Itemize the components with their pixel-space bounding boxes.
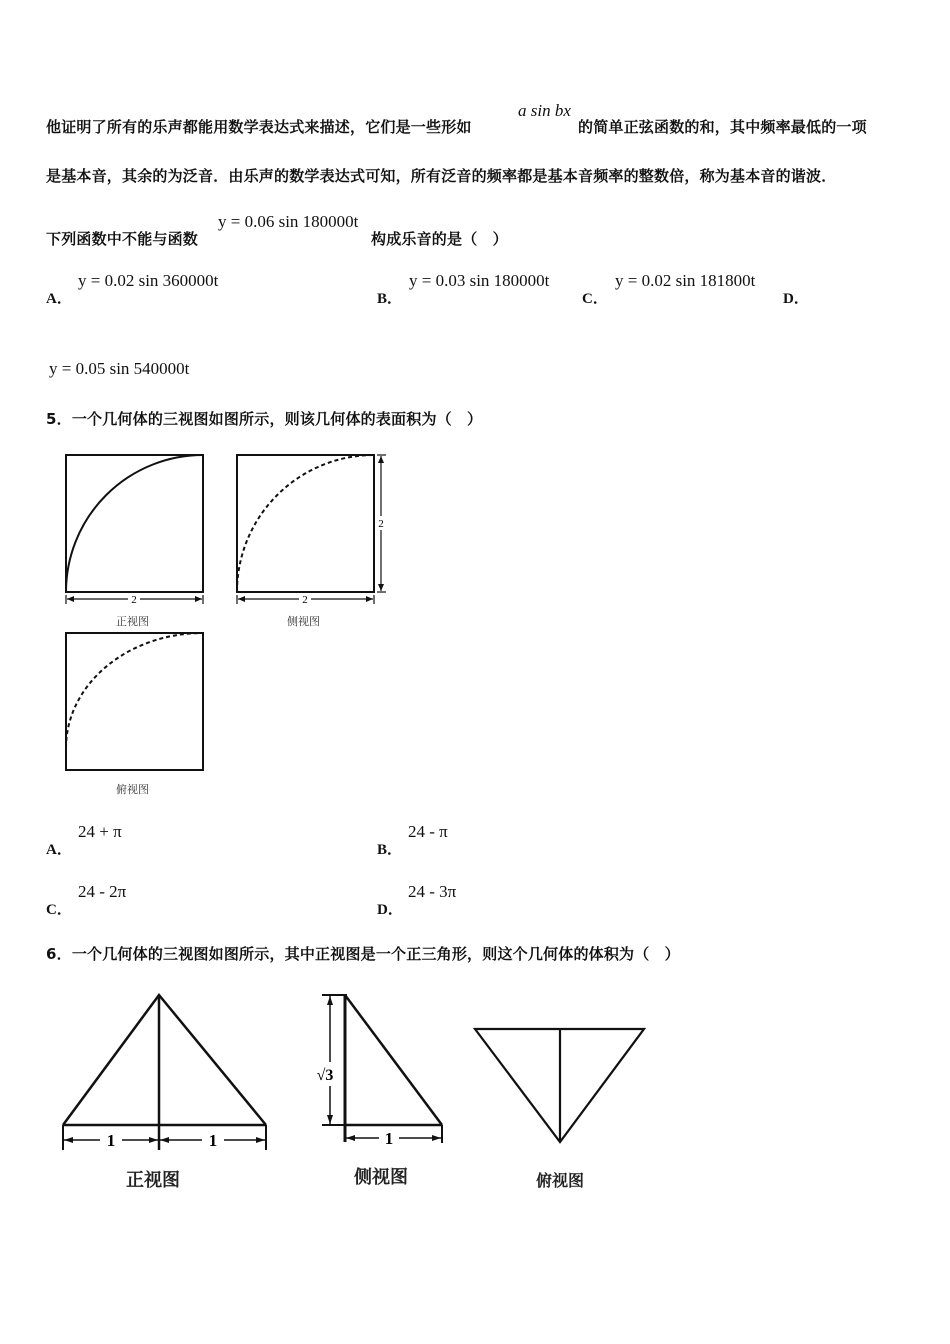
q4-option-d-formula: y = 0.05 sin 540000t bbox=[49, 359, 190, 378]
q4-option-b-formula: y = 0.03 sin 180000t bbox=[409, 271, 550, 290]
q6-side-view-figure bbox=[307, 990, 447, 1150]
q4-option-c-formula: y = 0.02 sin 181800t bbox=[615, 271, 756, 290]
q4-line1-post: 的简单正弦函数的和，其中频率最低的一项 bbox=[578, 118, 867, 136]
q4-option-c-label: C． bbox=[582, 291, 608, 307]
q4-line1-formula-text: a sin bx bbox=[518, 101, 571, 120]
q6-front-dim-left: 1 bbox=[106, 1131, 116, 1150]
q5-option-b-formula: 24 - π bbox=[408, 822, 448, 841]
q6-top-caption: 俯视图 bbox=[536, 1171, 585, 1190]
q5-front-dim: 2 bbox=[131, 594, 137, 606]
q4-line3-formula: y = 0.06 sin 180000t bbox=[218, 212, 359, 231]
q6-front-caption: 正视图 bbox=[126, 1170, 180, 1191]
q5-side-dim-width: 2 bbox=[302, 594, 308, 606]
q5-option-d-label: D． bbox=[377, 902, 403, 918]
q6-stem: 6．一个几何体的三视图如图所示，其中正视图是一个正三角形，则这个几何体的体积为（ ） bbox=[46, 945, 680, 963]
q5-side-caption: 侧视图 bbox=[287, 615, 320, 628]
q5-option-a-label: A． bbox=[46, 842, 72, 858]
q6-top-view-figure bbox=[470, 1020, 660, 1150]
q5-option-b-label: B． bbox=[377, 842, 403, 858]
q5-top-view-figure bbox=[60, 628, 210, 778]
q5-option-d-formula: 24 - 3π bbox=[408, 882, 457, 901]
q5-option-c-label: C． bbox=[46, 902, 72, 918]
q6-side-dim-width: 1 bbox=[384, 1129, 394, 1148]
q6-front-dim-right: 1 bbox=[208, 1131, 218, 1150]
q5-front-caption: 正视图 bbox=[116, 615, 149, 628]
q6-side-dim-height: √3 bbox=[316, 1067, 334, 1084]
q5-front-view-figure bbox=[60, 450, 210, 610]
q5-side-view-figure bbox=[231, 450, 391, 610]
q4-option-a-formula: y = 0.02 sin 360000t bbox=[78, 271, 219, 290]
q5-top-caption: 俯视图 bbox=[116, 783, 149, 796]
q5-side-dim-height: 2 bbox=[378, 518, 384, 530]
q6-front-view-figure bbox=[58, 990, 278, 1160]
q4-line3-pre: 下列函数中不能与函数 bbox=[46, 230, 199, 248]
q4-line1-formula bbox=[518, 101, 571, 121]
q5-stem: 5．一个几何体的三视图如图所示，则该几何体的表面积为（ ） bbox=[46, 410, 483, 428]
q4-line2: 是基本音，其余的为泛音．由乐声的数学表达式可知，所有泛音的频率都是基本音频率的整数倍，称为基本音的谐波． bbox=[46, 167, 837, 185]
q4-option-d-label: D． bbox=[783, 291, 809, 307]
q5-option-a-formula: 24 + π bbox=[78, 822, 122, 841]
q5-option-c-formula: 24 - 2π bbox=[78, 882, 127, 901]
q6-side-caption: 侧视图 bbox=[354, 1167, 408, 1188]
q4-line3-post: 构成乐音的是（ ） bbox=[371, 230, 508, 248]
q4-option-a-label: A． bbox=[46, 291, 72, 307]
q4-option-b-label: B． bbox=[377, 291, 403, 307]
q4-line1-pre: 他证明了所有的乐声都能用数学表达式来描述，它们是一些形如 bbox=[46, 118, 472, 136]
